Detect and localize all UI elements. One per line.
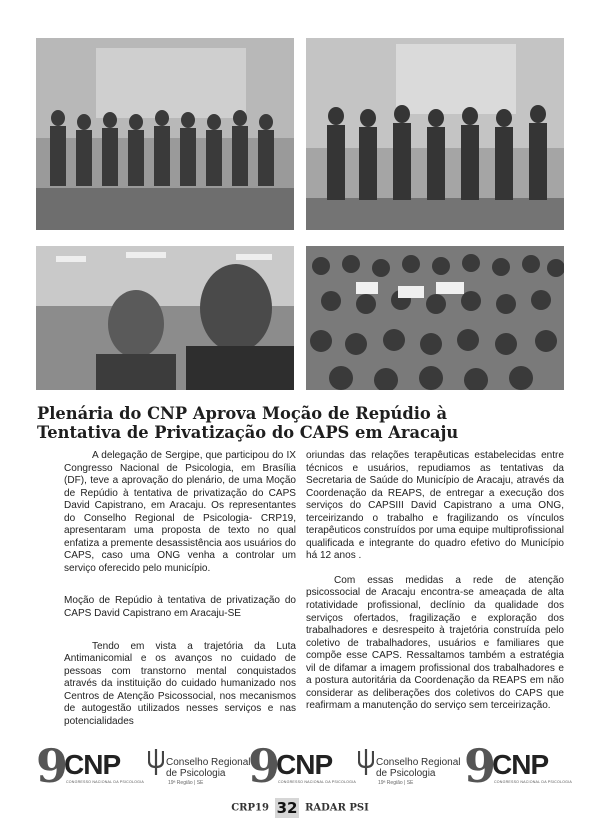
photo-group-at-banner	[306, 38, 564, 230]
cnp-logo-number: 9	[36, 739, 69, 793]
article-headline	[37, 404, 567, 442]
paragraph-repudiation: oriundas das relações terapêuticas estabelecidas entre técnicos e usuários, repudiamos as tentativas da Secretaria de Saúde do Município de Aracaju, através da Coordenação da REAPS, de entregar a execução dos serviços do CAPSIII David Capistrano a uma ONG, terceirizando o trabalho e fragilizando os vínculos terapêuticos construídos por uma equipe multiprofissional qualificada e integrante do quadro efetivo do Município há 12 anos .	[306, 450, 564, 562]
crp-logo	[148, 747, 251, 789]
page-number: 32	[276, 799, 298, 817]
cnp-logo-number: 9	[248, 739, 281, 793]
headline-line-2: Tentativa de Privatização do CAPS em Aracaju	[37, 423, 459, 442]
paragraph-measures: Com essas medidas a rede de atenção psicossocial de Aracaju encontra-se ameaçada de alta rotatividade profissional, declínio da qualidade dos serviços ofertados, fragilização e exploração dos trabalhadores e desrespeito à trajetória construída pelo coletivo de trabalhadores, usuários e familiares que compõe esse CAPS. Ressaltamos também a estratégia vil de difamar a imagem profissional dos trabalhadores e a postura autoritária da Coordenação da REAPS em não considerar as deliberações dos coletivos do CAPS que reafirmam a manutenção do serviço sem terceirização.	[306, 574, 564, 712]
logos-strip	[36, 739, 572, 793]
paragraph-intro: A delegação de Sergipe, que participou do IX Congresso Nacional de Psicologia, em Brasília (DF), teve a aprovação do plenário, de uma Moção de Repúdio à tentativa de privatização do CAPS David Capistrano, em Aracaju. Os representantes do Conselho Regional de Psicologia- CRP19, apresentaram uma proposta de texto no qual enfatiza a premente desassistência aos usuários do CAPS, caso uma ONG venha a controlar um serviço oferecido pelo município.	[64, 450, 296, 574]
cnp-logo-text: CNP	[492, 749, 549, 780]
crp-logo-line-1: Conselho Regional	[166, 757, 251, 768]
page-footer	[0, 798, 600, 818]
cnp-logo-subtitle: CONGRESSO NACIONAL DA PSICOLOGIA	[278, 780, 356, 784]
cnp-logo-text: CNP	[276, 749, 333, 780]
motion-caption: Moção de Repúdio à tentativa de privatização do CAPS David Capistrano em Aracaju-SE	[64, 595, 296, 620]
cnp-logo-subtitle: CONGRESSO NACIONAL DA PSICOLOGIA	[66, 780, 144, 784]
footer-crp19: CRP19	[231, 802, 269, 814]
paragraph-trajectory: Tendo em vista a trajetória da Luta Antimanicomial e os avanços no cuidado de pessoas com transtorno mental conquistados através da instituição do cuidado humanizado nos Centros de Atenção Psicossocial, nos mecanismos de autogestão utilizados nesses serviços e nas potencialidades	[64, 640, 296, 727]
crp-logo	[358, 747, 461, 789]
photo-selfie-two-men	[36, 246, 294, 390]
cnp-logo	[36, 739, 144, 793]
footer-radar-psi: RADAR PSI	[305, 802, 369, 814]
cnp-logo-text: CNP	[64, 749, 121, 780]
crp-logo-line-1: Conselho Regional	[376, 757, 461, 768]
photo-plenary-crowd	[306, 246, 564, 390]
cnp-logo-number: 9	[464, 739, 497, 793]
left-column	[64, 450, 296, 728]
crp-logo-line-3: 19ª Região | SE	[378, 780, 414, 786]
crp-psi-icon	[148, 749, 164, 775]
crp-psi-icon	[358, 749, 374, 775]
cnp-logo-subtitle: CONGRESSO NACIONAL DA PSICOLOGIA	[494, 780, 572, 784]
crp-logo-line-2: de Psicologia	[166, 768, 226, 779]
right-column	[306, 450, 564, 713]
photo-delegation-group	[36, 38, 294, 230]
crp-logo-line-2: de Psicologia	[376, 768, 436, 779]
cnp-logo	[464, 739, 572, 793]
headline-line-1: Plenária do CNP Aprova Moção de Repúdio à	[37, 404, 447, 423]
cnp-logo	[248, 739, 356, 793]
crp-logo-line-3: 19ª Região | SE	[168, 780, 204, 786]
